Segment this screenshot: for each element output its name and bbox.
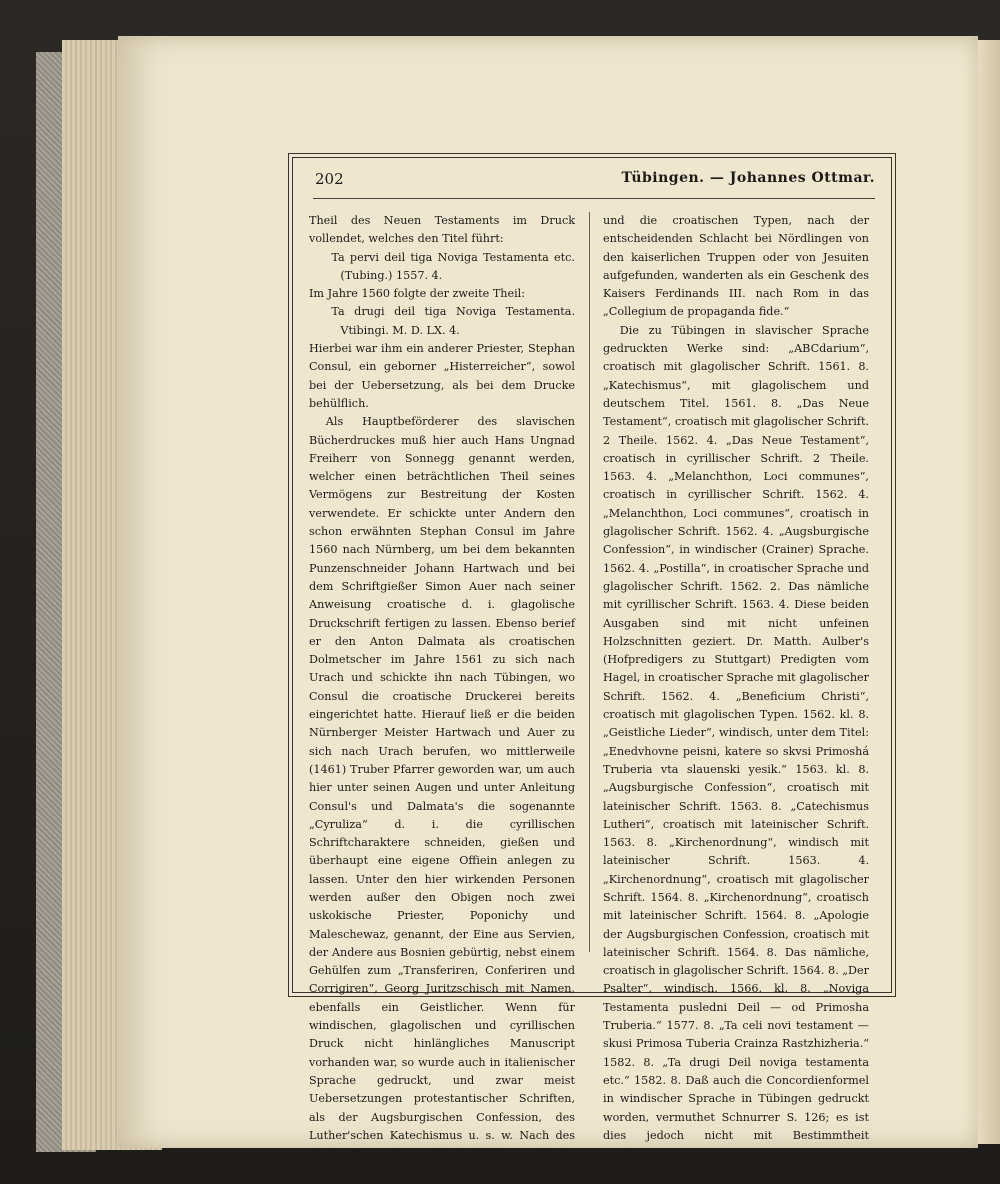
paragraph: Die zu Tübingen in slavischer Sprache gedruckten Werke sind: „ABCdarium“, croatisch mit glagolischer Schrift. 1561. 8. „Katechismus“, mit glagolischem und deutschem Titel. 1561. 8. „Das Neue Testament“, croatisch mit glagolischer Schrift. 2 Theile. 1562. 4. „Das Neue Testament“, croatisch in cyrillischer Schrift. 2 Theile. 1563. 4. „Melanchthon, Loci communes“, croatisch in cyrillischer Schrift. 1562. 4. „Melanchthon, Loci communes“, croatisch in glagolischer Schrift. 1562. 4. „Augsburgische Confession“, in windischer (Crainer) Sprache. 1562. 4. „Postilla“, in croatischer Sprache und glagolischer Schrift. 1562. 2. Das nämliche mit cyrillischer Schrift. 1563. 4. Diese beiden Ausgaben sind mit nicht unfeinen Holzschnitten geziert. Dr. Matth. Aulber's (Hofpredigers zu Stuttgart) Predigten vom Hagel, in croatischer Sprache mit glagolischer Schrift. 1562. 4. „Beneficium Christi“, croatisch mit glagolischen Typen. 1562. kl. 8. „Geistliche Lieder“, windisch, unter dem Titel: „Enedvhovne peisni, katere so skvsi Primoshá Truberia vta slauenski yesik.“ 1563. kl. 8. „Augsburgische Confession“, croatisch mit lateinischer Schrift. 1563. 8. „Catechismus Lutheri“, croatisch mit lateinischer Schrift. 1563. 8. „Kirchenordnung“, windisch mit lateinischer Schrift. 1563. 4. „Kirchenordnung“, croatisch mit glagolischer Schrift. 1564. 8. „Kirchenordnung“, croatisch mit lateinischer Schrift. 1564. 8. „Apologie der Augsburgischen Confession, croatisch mit lateinischer Schrift. 1564. 8. Das nämliche, croatisch in glagolischer Schrift. 1564. 8. „Der Psalter“, windisch. 1566. kl. 8. „Noviga Testamenta pusledni Deil — od Primosha Truberia.“ 1577. 8. „Ta celi novi testament — skusi Primosa Tuberia Crainza Rastzhizheria.“ 1582. 8. „Ta drugi Deil noviga testamenta etc.“ 1582. 8. Daß auch die Concordienformel in windischer Sprache in Tübingen gedruckt worden, vermuthet Schnurrer S. 126; es ist dies jedoch nicht mit Bestimmtheit nachzuweisen,: [603, 323, 869, 1161]
running-title: Tübingen. — Johannes Ottmar.: [621, 170, 875, 186]
paragraph: Als Hauptbeförderer des slavischen Bücherdruckes muß hier auch Hans Ungnad Freiherr von Sonnegg genannt werden, welcher einen beträchtlichen Theil seines Vermögens zur Bestreitung der Kosten verwendete. Er schickte unter Andern den schon erwähnten Stephan Consul im Jahre 1560 nach Nürnberg, um bei dem bekannten Punzenschneider Johann Hartwach und bei dem Schriftgießer Simon Auer nach seiner Anweisung croatische d. i. glagolische Druckschrift fertigen zu lassen. Ebenso berief er den Anton Dalmata als croatischen Dolmetscher im Jahre 1561 zu sich nach Urach und schickte ihn nach Tübingen, wo Consul die croatische Druckerei bereits eingerichtet hatte. Hierauf ließ er die beiden Nürnberger Meister Hartwach und Auer zu sich nach Urach berufen, wo mittlerweile (1461) Truber Pfarrer geworden war, um auch hier unter seinen Augen und unter Anleitung Consul's und Dalmata's die sogenannte „Cyruliza“ d. i. die cyrillischen Schriftcharaktere schneiden, gießen und überhaupt eine eigene Offiein anlegen zu lassen. Unter den hier wirkenden Personen werden außer den Obigen noch zwei uskokische Priester, Poponichy und Maleschewaz, genannt, der Eine aus Servien, der Andere aus Bosnien gebürtig, nebst einem Gehülfen zum „Transferiren, Conferiren und Corrigiren“, Georg Juritzschisch mit Namen, ebenfalls ein Geistlicher. Wenn für windischen, glagolischen und cyrillischen Druck nicht hinlängliches Manuscript vorhanden war, so wurde auch in italienischer Sprache gedruckt, und zwar meist Uebersetzungen protestantischer Schriften, als der Augsburgischen Confession, des Luther'schen Katechismus u. s. w. Nach des Freiherrn von Ungnad Tode (1564) gerieth die Urach'sche Druckerei ins Stocken: [309, 415, 575, 1179]
page-header: [313, 166, 875, 192]
text-frame: [288, 153, 896, 1179]
right-column: [603, 212, 869, 1163]
header-rule: [313, 198, 875, 199]
paragraph: Theil des Neuen Testaments im Druck vollendet, welches den Titel führt:: [309, 214, 575, 246]
column-divider: [589, 212, 590, 952]
page-number: 202: [315, 170, 344, 188]
book-title-entry: Ta drugi deil tiga Noviga Testamenta. Vtibingi. M. D. LX. 4.: [331, 305, 575, 337]
paragraph: Hierbei war ihm ein anderer Priester, Stephan Consul, ein geborner „Histerreicher“, sowol bei der Uebersetzung, als bei dem Drucke behülflich.: [309, 342, 575, 410]
book-title-entry: Ta pervi deil tiga Noviga Testamenta etc. (Tubing.) 1557. 4.: [331, 250, 575, 282]
paragraph: Im Jahre 1560 folgte der zweite Theil:: [309, 287, 526, 301]
paragraph: und die croatischen Typen, nach der entscheidenden Schlacht bei Nördlingen von den kaiserlichen Truppen oder von Jesuiten aufgefunden, wanderten als ein Geschenk des Kaisers Ferdinands III. nach Rom in das „Collegium de propaganda fide.“: [603, 214, 869, 319]
left-column: [309, 212, 575, 1182]
page-right-edge: [978, 40, 1000, 1144]
